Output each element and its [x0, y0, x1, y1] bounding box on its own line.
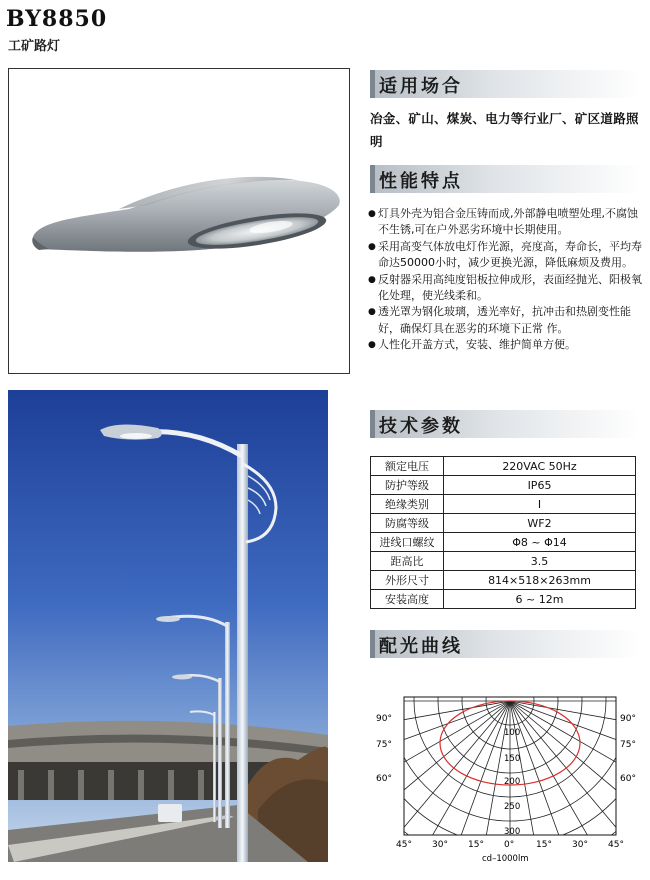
- spec-table: [370, 456, 636, 609]
- table-row: [371, 533, 636, 552]
- table-row: [371, 476, 636, 495]
- radial-label: 300: [504, 827, 521, 837]
- bottom-angle-label: 30°: [572, 840, 588, 850]
- angle-label-right: 60°: [620, 774, 636, 784]
- table-row: [371, 552, 636, 571]
- spec-key: 防护等级: [371, 476, 444, 495]
- curve-title: 配光曲线: [379, 636, 463, 657]
- feature-item: ● 透光罩为钢化玻璃，透光率好，抗冲击和热剧变性能好，确保灯具在恶劣的环境下正常 作。: [368, 304, 644, 337]
- bottom-angle-label: 15°: [468, 840, 484, 850]
- product-subtitle: 工矿路灯: [8, 39, 61, 54]
- angle-label-left: 60°: [376, 774, 392, 784]
- unit-label: cd–1000lm: [482, 854, 529, 864]
- section-header-features: [370, 165, 640, 193]
- product-model: BY8850: [6, 6, 108, 32]
- lamp-photo: [8, 68, 350, 374]
- features-title: 性能特点: [379, 171, 463, 192]
- spec-title: 技术参数: [379, 416, 463, 437]
- application-text: 冶金、矿山、煤炭、电力等行业厂、矿区道路照明: [370, 111, 639, 149]
- spec-key: 安装高度: [371, 590, 444, 609]
- bottom-angle-label: 45°: [608, 840, 624, 850]
- grid-circle: [370, 685, 640, 865]
- section-header-curve: [370, 630, 640, 658]
- table-row: [371, 590, 636, 609]
- table-row: [371, 571, 636, 590]
- table-row: [371, 457, 636, 476]
- spec-value: 220VAC 50Hz: [444, 457, 636, 476]
- table-row: [371, 495, 636, 514]
- feature-item: ● 反射器采用高纯度铝板拉伸成形，表面经抛光、阳极氧化处理，使光线柔和。: [368, 272, 644, 305]
- spec-value: Φ8 ~ Φ14: [444, 533, 636, 552]
- radial-label: 150: [504, 754, 521, 764]
- light-distribution-diagram: [370, 685, 640, 865]
- angle-label-right: 75°: [620, 740, 636, 750]
- section-header-specs: [370, 410, 640, 438]
- application-title: 适用场合: [379, 76, 463, 97]
- spec-key: 防腐等级: [371, 514, 444, 533]
- spec-value: 814×518×263mm: [444, 571, 636, 590]
- spec-key: 额定电压: [371, 457, 444, 476]
- grid-circle: [370, 685, 640, 865]
- radial-label: 100: [504, 728, 521, 738]
- bottom-angle-label: 0°: [504, 840, 515, 850]
- feature-item: ● 采用高变气体放电灯作光源，亮度高，寿命长，平均寿命达50000小时，减少更换光源，降低麻烦及费用。: [368, 239, 644, 272]
- angle-label-left: 90°: [376, 714, 392, 724]
- feature-item: ● 灯具外壳为铝合金压铸而成,外部静电喷塑处理,不腐蚀不生锈,可在户外恶劣环境中长期使用。: [368, 206, 644, 239]
- radial-label: 200: [504, 777, 521, 787]
- spec-value: IP65: [444, 476, 636, 495]
- bottom-angle-label: 45°: [396, 840, 412, 850]
- spec-key: 距高比: [371, 552, 444, 571]
- spec-key: 绝缘类别: [371, 495, 444, 514]
- street-photo: [8, 390, 328, 862]
- spec-value: 3.5: [444, 552, 636, 571]
- bottom-angle-label: 15°: [536, 840, 552, 850]
- angle-label-left: 75°: [376, 740, 392, 750]
- polar-grid: [370, 685, 640, 865]
- features-list: [368, 206, 644, 354]
- bottom-angle-label: 30°: [432, 840, 448, 850]
- table-row: [371, 514, 636, 533]
- section-header-application: [370, 70, 640, 98]
- angle-label-right: 90°: [620, 714, 636, 724]
- spec-key: 进线口螺纹: [371, 533, 444, 552]
- spec-value: I: [444, 495, 636, 514]
- feature-item: ● 人性化开盖方式，安装、维护简单方便。: [368, 337, 644, 353]
- spec-key: 外形尺寸: [371, 571, 444, 590]
- spec-value: 6 ~ 12m: [444, 590, 636, 609]
- spec-value: WF2: [444, 514, 636, 533]
- radial-label: 250: [504, 802, 521, 812]
